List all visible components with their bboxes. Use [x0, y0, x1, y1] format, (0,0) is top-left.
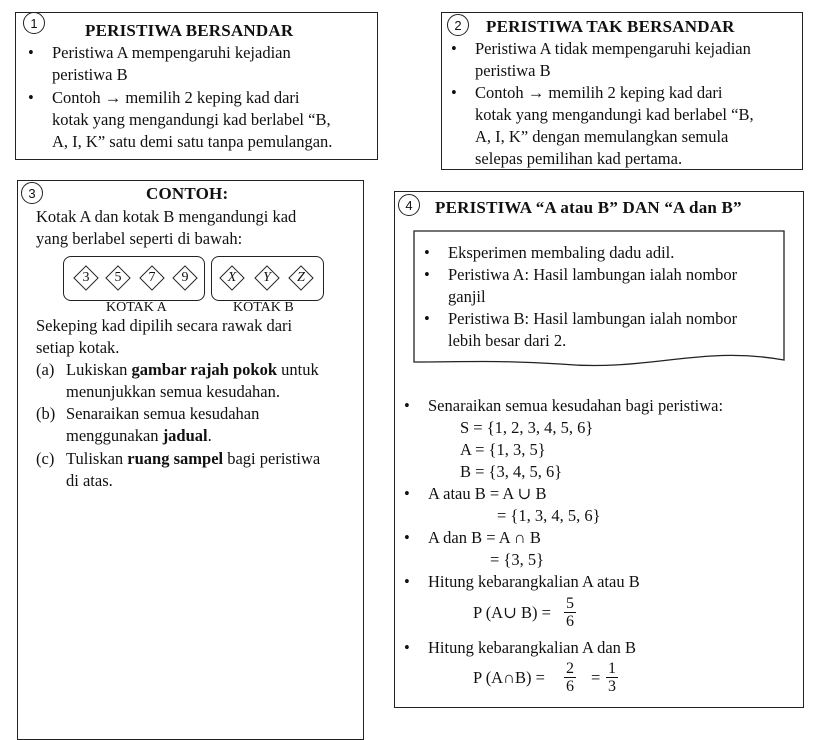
box3-title: CONTOH:: [146, 184, 229, 203]
bullet-icon: •: [451, 83, 457, 102]
bullet-icon: •: [404, 572, 410, 591]
bullet-prob-and: • Hitung kebarangkalian A dan B: [404, 638, 637, 657]
bullet-icon: •: [451, 39, 457, 58]
box3-intro-line-2: yang berlabel seperti di bawah:: [36, 229, 243, 248]
p-and-lhs: P (A∩B) =: [473, 668, 545, 687]
part-b-line-1: Senaraikan semua kesudahan: [66, 404, 260, 423]
box2-bullet-2: • Contoh → memilih 2 keping kad dari kotak yang mengandungi kad berlabel “B, A, I, K” dengan memulangkan semula selepas pemilihan kad pertama.: [451, 83, 754, 168]
intersection-result: = {3, 5}: [490, 550, 545, 569]
box2-title: PERISTIWA TAK BERSANDAR: [486, 17, 735, 36]
box1-bullet-1: • Peristiwa A mempengaruhi kejadian peristiwa B: [28, 43, 291, 84]
box3-desc-line-1: Sekeping kad dipilih secara rawak dari: [36, 316, 293, 335]
card-7-icon: 7: [139, 265, 165, 291]
set-a: A = {1, 3, 5}: [460, 440, 546, 459]
scroll-bullet-3: • Peristiwa B: Hasil lambungan ialah nombor lebih besar dari 2.: [424, 309, 738, 350]
box1-bullet-2: • Contoh → memilih 2 keping kad dari kotak yang mengandungi kad berlabel “B, A, I, K” satu demi satu tanpa pemulangan.: [28, 88, 333, 151]
card-3-icon: 3: [73, 265, 99, 291]
set-s: S = {1, 2, 3, 4, 5, 6}: [460, 418, 594, 437]
bullet-union: • A atau B = A ∪ B: [404, 484, 547, 503]
card-9-icon: 9: [172, 265, 198, 291]
bullet-icon: •: [404, 396, 410, 415]
bullet-icon: •: [404, 484, 410, 503]
part-a-line-1: Lukiskan gambar rajah pokok untuk: [66, 360, 319, 379]
bullet-icon: •: [424, 309, 430, 328]
bullet-icon: •: [424, 265, 430, 284]
box2-number-badge: 2: [447, 14, 469, 36]
box3-intro-line-1: Kotak A dan kotak B mengandungi kad: [36, 207, 297, 226]
part-c-line-2: di atas.: [66, 471, 113, 490]
box4-title: PERISTIWA “A atau B” DAN “A dan B”: [435, 198, 742, 217]
union-result: = {1, 3, 4, 5, 6}: [497, 506, 601, 525]
bullet-icon: •: [404, 638, 410, 657]
card-y-icon: Y: [254, 265, 280, 291]
card-z-icon: Z: [288, 265, 314, 291]
box1-number-badge: 1: [23, 12, 45, 34]
part-c-line-1: Tuliskan ruang sampel bagi peristiwa: [66, 449, 321, 468]
card-5-icon: 5: [105, 265, 131, 291]
part-a-line-2: menunjukkan semua kesudahan.: [66, 382, 280, 401]
p-and-equals: =: [591, 668, 601, 687]
box2-bullet-1: • Peristiwa A tidak mempengaruhi kejadian peristiwa B: [451, 39, 751, 80]
part-a-label: (a): [36, 360, 55, 379]
p-or-fraction: $\frac{5}{6}$: [566, 595, 574, 630]
part-b-label: (b): [36, 404, 56, 423]
box1-title: PERISTIWA BERSANDAR: [85, 21, 294, 40]
p-or-lhs: P (A∪ B) =: [473, 603, 551, 622]
bullet-icon: •: [28, 88, 34, 107]
part-c-label: (c): [36, 449, 55, 468]
scroll-bullet-1: • Eksperimen membaling dadu adil.: [424, 243, 675, 262]
bullet-icon: •: [424, 243, 430, 262]
set-b: B = {3, 4, 5, 6}: [460, 462, 563, 481]
bullet-prob-or: • Hitung kebarangkalian A atau B: [404, 572, 640, 591]
kotak-b-label: KOTAK B: [233, 300, 294, 315]
p-and-fraction-1: $\frac{2}{6}$: [566, 660, 574, 695]
box3-number-badge: 3: [21, 182, 43, 204]
p-and-fraction-2: $\frac{1}{3}$: [608, 660, 616, 695]
bullet-icon: •: [28, 43, 34, 62]
part-b-line-2: menggunakan jadual.: [66, 426, 212, 445]
card-x-icon: X: [219, 265, 245, 291]
bullet-icon: •: [404, 528, 410, 547]
scroll-bullet-2: • Peristiwa A: Hasil lambungan ialah nombor ganjil: [424, 265, 738, 306]
box4-number-badge: 4: [398, 194, 420, 216]
box3-desc-line-2: setiap kotak.: [36, 338, 120, 357]
bullet-intersection: • A dan B = A ∩ B: [404, 528, 541, 547]
kotak-a-label: KOTAK A: [106, 300, 167, 315]
bullet-senaraikan: • Senaraikan semua kesudahan bagi peristiwa:: [404, 396, 724, 415]
